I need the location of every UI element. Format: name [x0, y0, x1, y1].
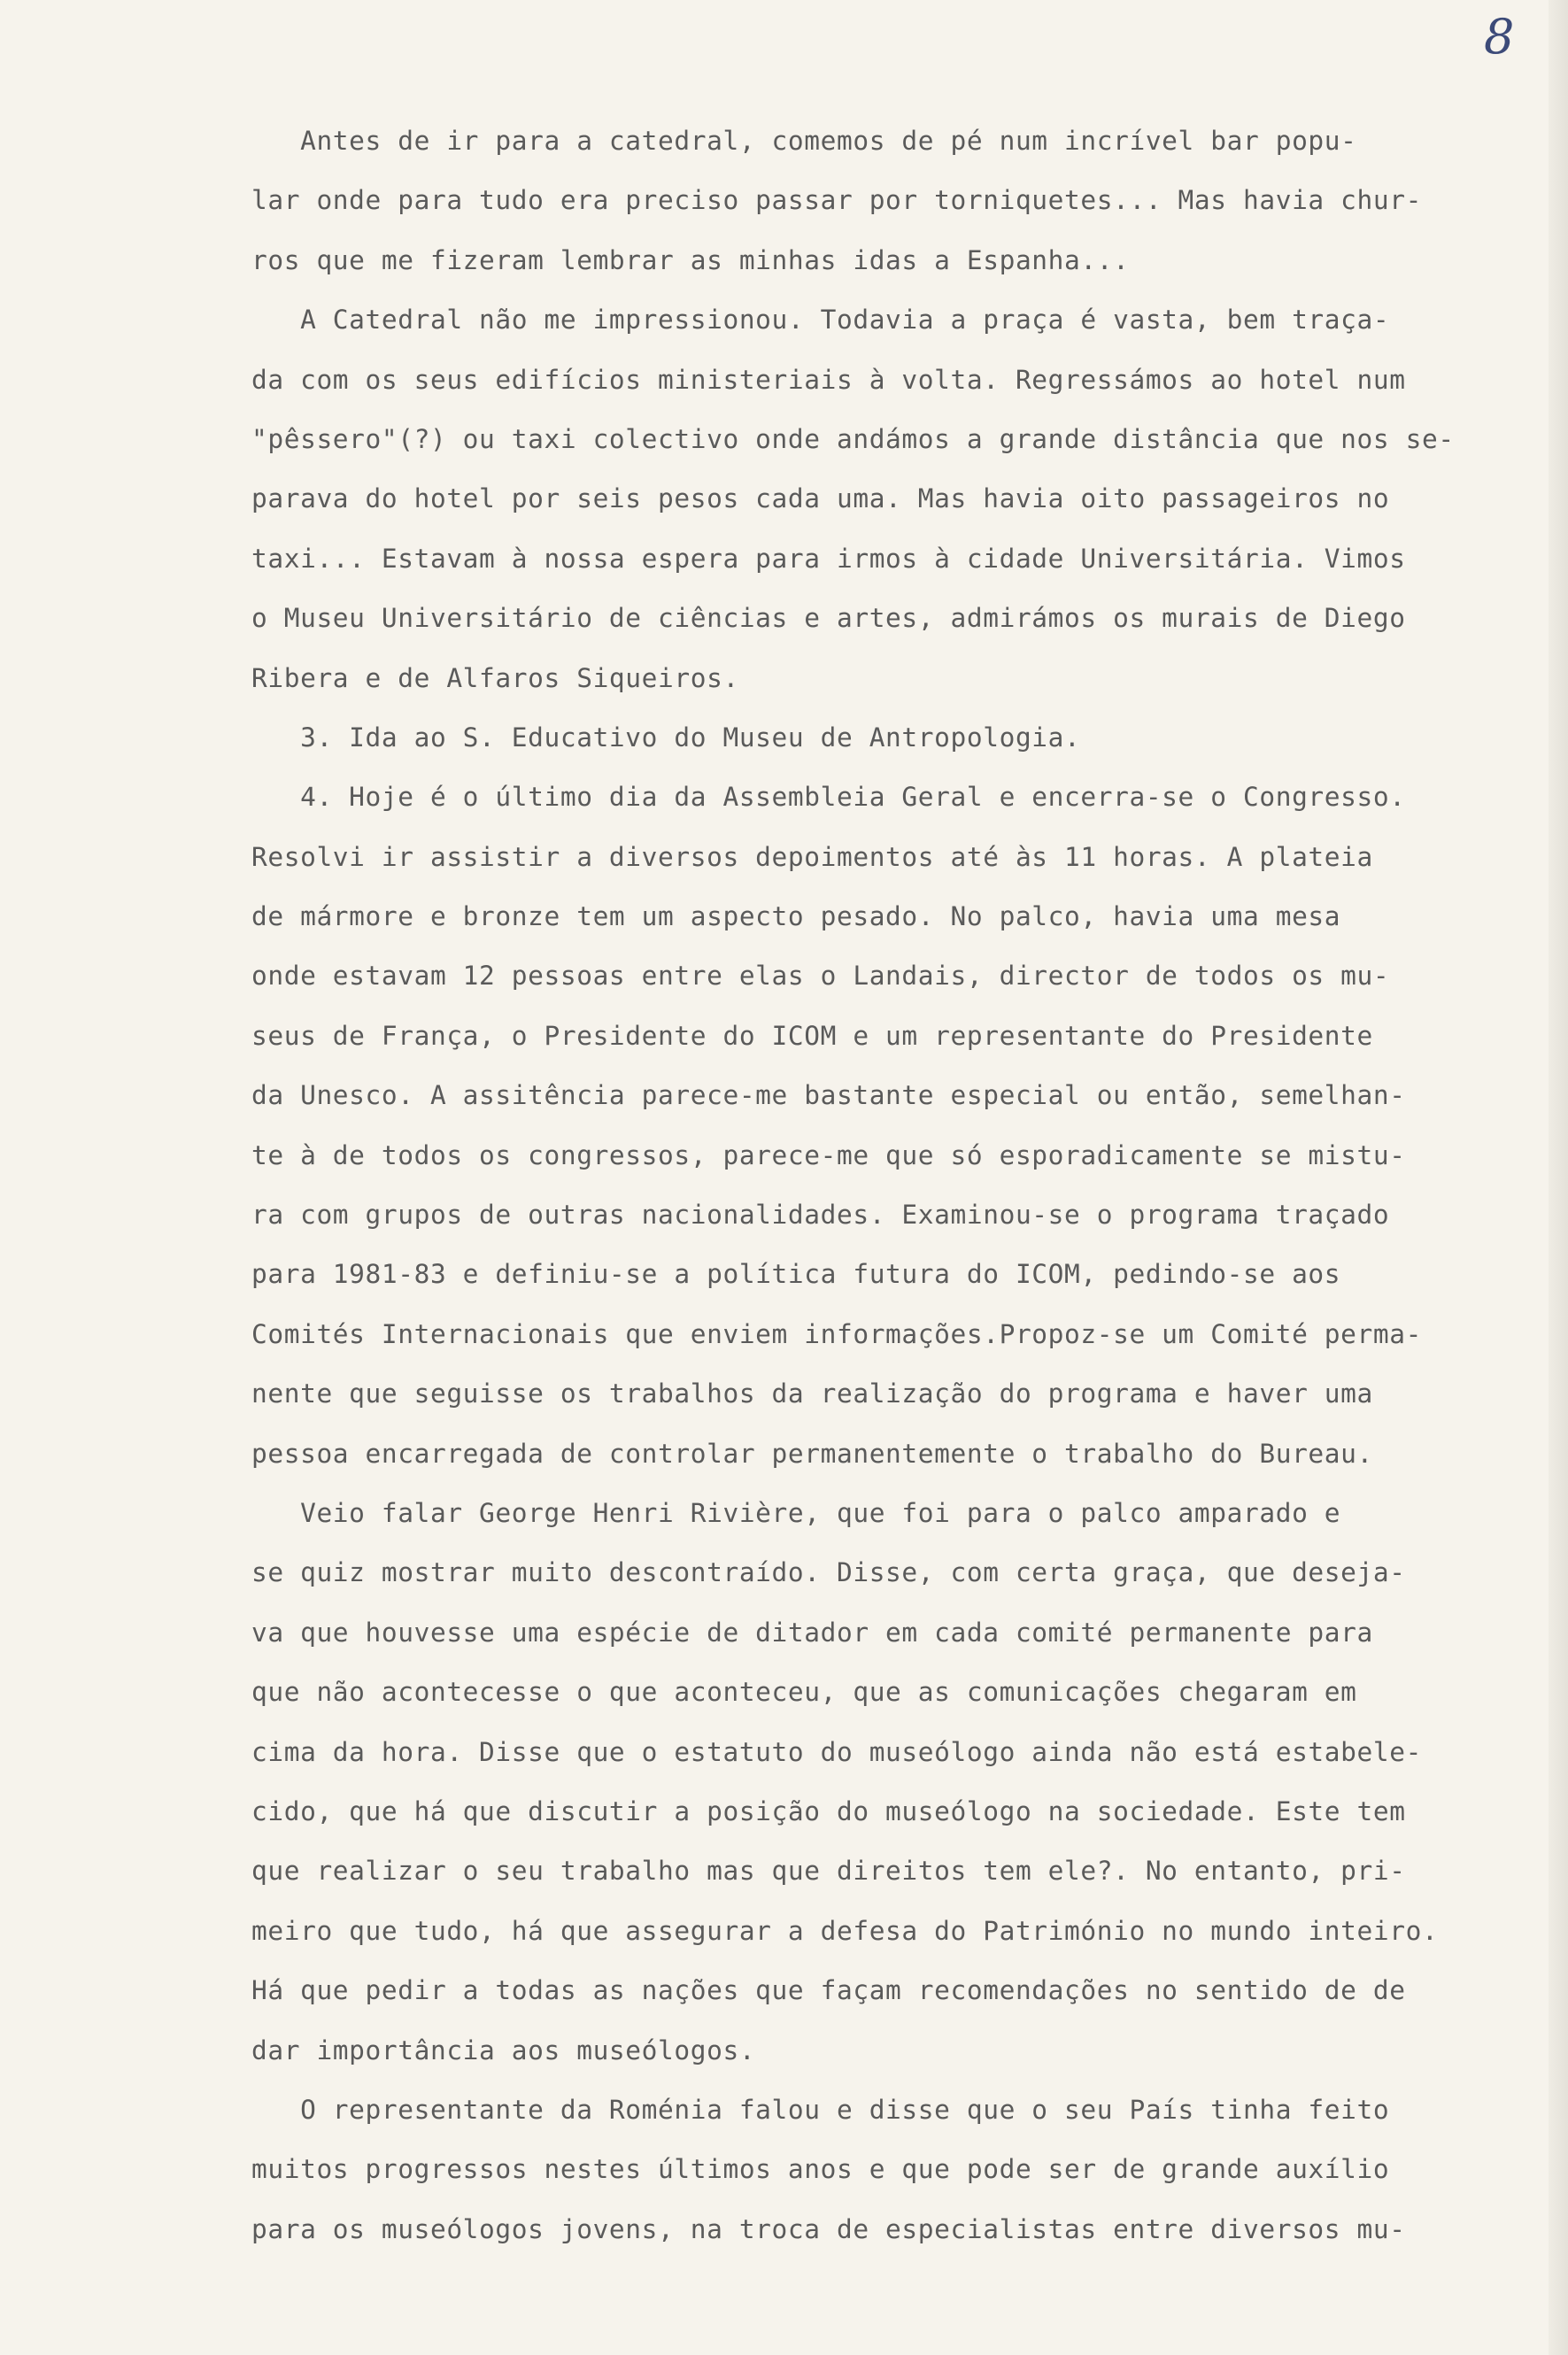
text-line: Resolvi ir assistir a diversos depoimentos até às 11 horas. A plateia [251, 841, 1373, 872]
text-line: dar importância aos museólogos. [251, 2035, 756, 2065]
text-line: para 1981-83 e definiu-se a política futura do ICOM, pedindo-se aos [251, 1259, 1341, 1290]
text-line: 3. Ida ao S. Educativo do Museu de Antropologia. [251, 722, 1081, 753]
text-line: cido, que há que discutir a posição do museólogo na sociedade. Este tem [251, 1795, 1406, 1826]
text-line: da com os seus edifícios ministeriais à volta. Regressámos ao hotel num [251, 364, 1406, 395]
text-line: para os museólogos jovens, na troca de especialistas entre diversos mu- [251, 2213, 1406, 2244]
text-line: va que houvesse uma espécie de ditador em cada comité permanente para [251, 1617, 1373, 1648]
text-line: "pêssero"(?) ou taxi colectivo onde andámos a grande distância que nos se- [251, 423, 1455, 454]
text-line: que não acontecesse o que aconteceu, que as comunicações chegaram em [251, 1677, 1357, 1708]
text-line: meiro que tudo, há que assegurar a defesa do Património no mundo inteiro. [251, 1915, 1439, 1946]
text-line: te à de todos os congressos, parece-me que só esporadicamente se mistu- [251, 1139, 1406, 1170]
typed-text-body [251, 112, 1540, 2259]
text-line: onde estavam 12 pessoas entre elas o Landais, director de todos os mu- [251, 961, 1390, 992]
text-line: Comités Internacionais que enviem informações.Propoz-se um Comité perma- [251, 1318, 1422, 1349]
text-line: parava do hotel por seis pesos cada uma. Mas havia oito passageiros no [251, 483, 1390, 514]
text-line: seus de França, o Presidente do ICOM e um representante do Presidente [251, 1020, 1373, 1051]
text-line: Há que pedir a todas as nações que façam recomendações no sentido de de [251, 1975, 1406, 2006]
page-number: 8 [1484, 9, 1515, 65]
text-line: muitos progressos nestes últimos anos e que pode ser de grande auxílio [251, 2154, 1390, 2185]
text-line: Veio falar George Henri Rivière, que foi para o palco amparado e [251, 1497, 1341, 1528]
text-line: ra com grupos de outras nacionalidades. Examinou-se o programa traçado [251, 1200, 1390, 1231]
text-line: cima da hora. Disse que o estatuto do museólogo ainda não está estabele- [251, 1736, 1422, 1767]
page-edge-shadow [1549, 0, 1568, 2355]
text-line: A Catedral não me impressionou. Todavia a praça é vasta, bem traça- [251, 305, 1390, 336]
text-line: pessoa encarregada de controlar permanentemente o trabalho do Bureau. [251, 1438, 1373, 1469]
text-line: ros que me fizeram lembrar as minhas idas a Espanha... [251, 244, 1130, 275]
text-line: Ribera e de Alfaros Siqueiros. [251, 662, 739, 693]
text-line: O representante da Roménia falou e disse que o seu País tinha feito [251, 2094, 1390, 2125]
text-line: que realizar o seu trabalho mas que direitos tem ele?. No entanto, pri- [251, 1856, 1406, 1887]
text-line: da Unesco. A assitência parece-me bastante especial ou então, semelhan- [251, 1080, 1406, 1111]
text-line: 4. Hoje é o último dia da Assembleia Geral e encerra-se o Congresso. [251, 782, 1406, 813]
text-line: se quiz mostrar muito descontraído. Disse, com certa graça, que deseja- [251, 1557, 1406, 1588]
text-line: lar onde para tudo era preciso passar por torniquetes... Mas havia chur- [251, 185, 1422, 216]
text-line: nente que seguisse os trabalhos da realização do programa e haver uma [251, 1378, 1373, 1409]
text-line: Antes de ir para a catedral, comemos de pé num incrível bar popu- [251, 126, 1357, 156]
text-line: taxi... Estavam à nossa espera para irmos à cidade Universitária. Vimos [251, 543, 1406, 574]
text-line: o Museu Universitário de ciências e artes, admirámos os murais de Diego [251, 603, 1406, 634]
text-line: de mármore e bronze tem um aspecto pesado. No palco, havia uma mesa [251, 901, 1341, 932]
